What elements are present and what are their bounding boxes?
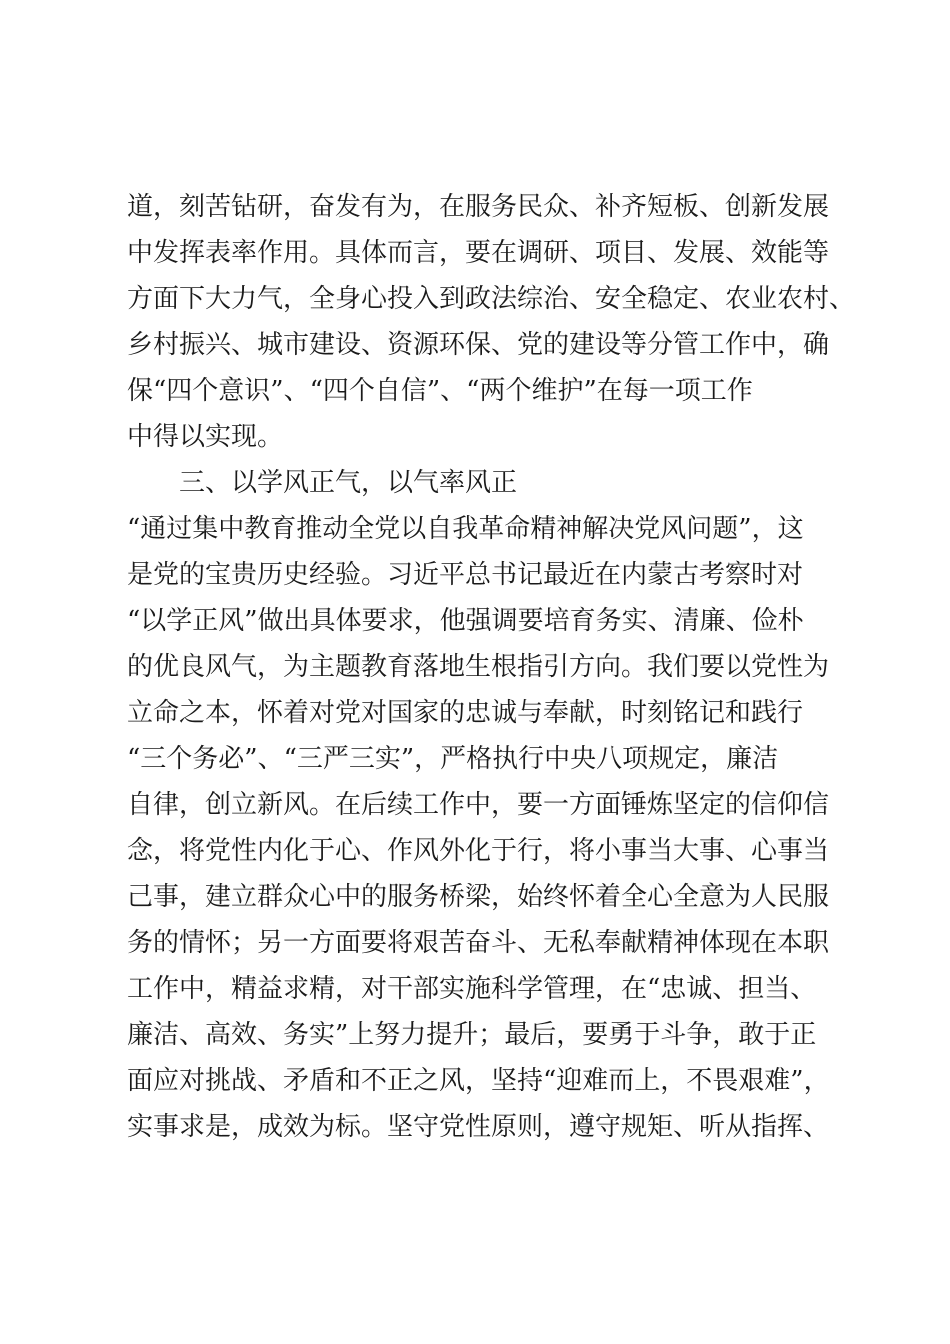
paragraph-2 (127, 506, 830, 1150)
text-line: 面应对挑战、矛盾和不正之风，坚持“迎难而上，不畏艰难”， (127, 1066, 830, 1096)
text-line: 己事，建立群众心中的服务桥梁，始终怀着全心全意为人民服 (127, 882, 830, 912)
text-line: 念，将党性内化于心、作风外化于行，将小事当大事、心事当 (127, 836, 830, 866)
text-line: “以学正风”做出具体要求，他强调要培育务实、清廉、俭朴 (127, 606, 804, 636)
text-line: 务的情怀；另一方面要将艰苦奋斗、无私奉献精神体现在本职 (127, 928, 830, 958)
text-line: 的优良风气，为主题教育落地生根指引方向。我们要以党性为 (127, 652, 830, 682)
text-line: 保“四个意识”、“四个自信”、“两个维护”在每一项工作 (127, 376, 753, 406)
section-heading: 三、以学风正气，以气率风正 (179, 468, 518, 498)
text-line: 方面下大力气，全身心投入到政法综治、安全稳定、农业农村、 (127, 284, 856, 314)
text-line: “三个务必”、“三严三实”，严格执行中央八项规定，廉洁 (127, 744, 779, 774)
text-line: 实事求是，成效为标。坚守党性原则，遵守规矩、听从指挥、 (127, 1112, 830, 1142)
text-line: 工作中，精益求精，对干部实施科学管理，在“忠诚、担当、 (127, 974, 817, 1004)
text-line: “通过集中教育推动全党以自我革命精神解决党风问题”，这 (127, 514, 804, 544)
text-line: 立命之本，怀着对党对国家的忠诚与奉献，时刻铭记和践行 (127, 698, 804, 728)
text-line: 道，刻苦钻研，奋发有为，在服务民众、补齐短板、创新发展 (127, 192, 830, 222)
text-line: 中得以实现。 (127, 422, 284, 452)
text-line: 廉洁、高效、务实”上努力提升；最后，要勇于斗争，敢于正 (127, 1020, 817, 1050)
paragraph-1 (127, 184, 856, 460)
text-line: 乡村振兴、城市建设、资源环保、党的建设等分管工作中，确 (127, 330, 830, 360)
text-line: 自律，创立新风。在后续工作中，要一方面锤炼坚定的信仰信 (127, 790, 830, 820)
document-body (127, 184, 856, 1150)
text-line: 是党的宝贵历史经验。习近平总书记最近在内蒙古考察时对 (127, 560, 804, 590)
text-line: 中发挥表率作用。具体而言，要在调研、项目、发展、效能等 (127, 238, 830, 268)
